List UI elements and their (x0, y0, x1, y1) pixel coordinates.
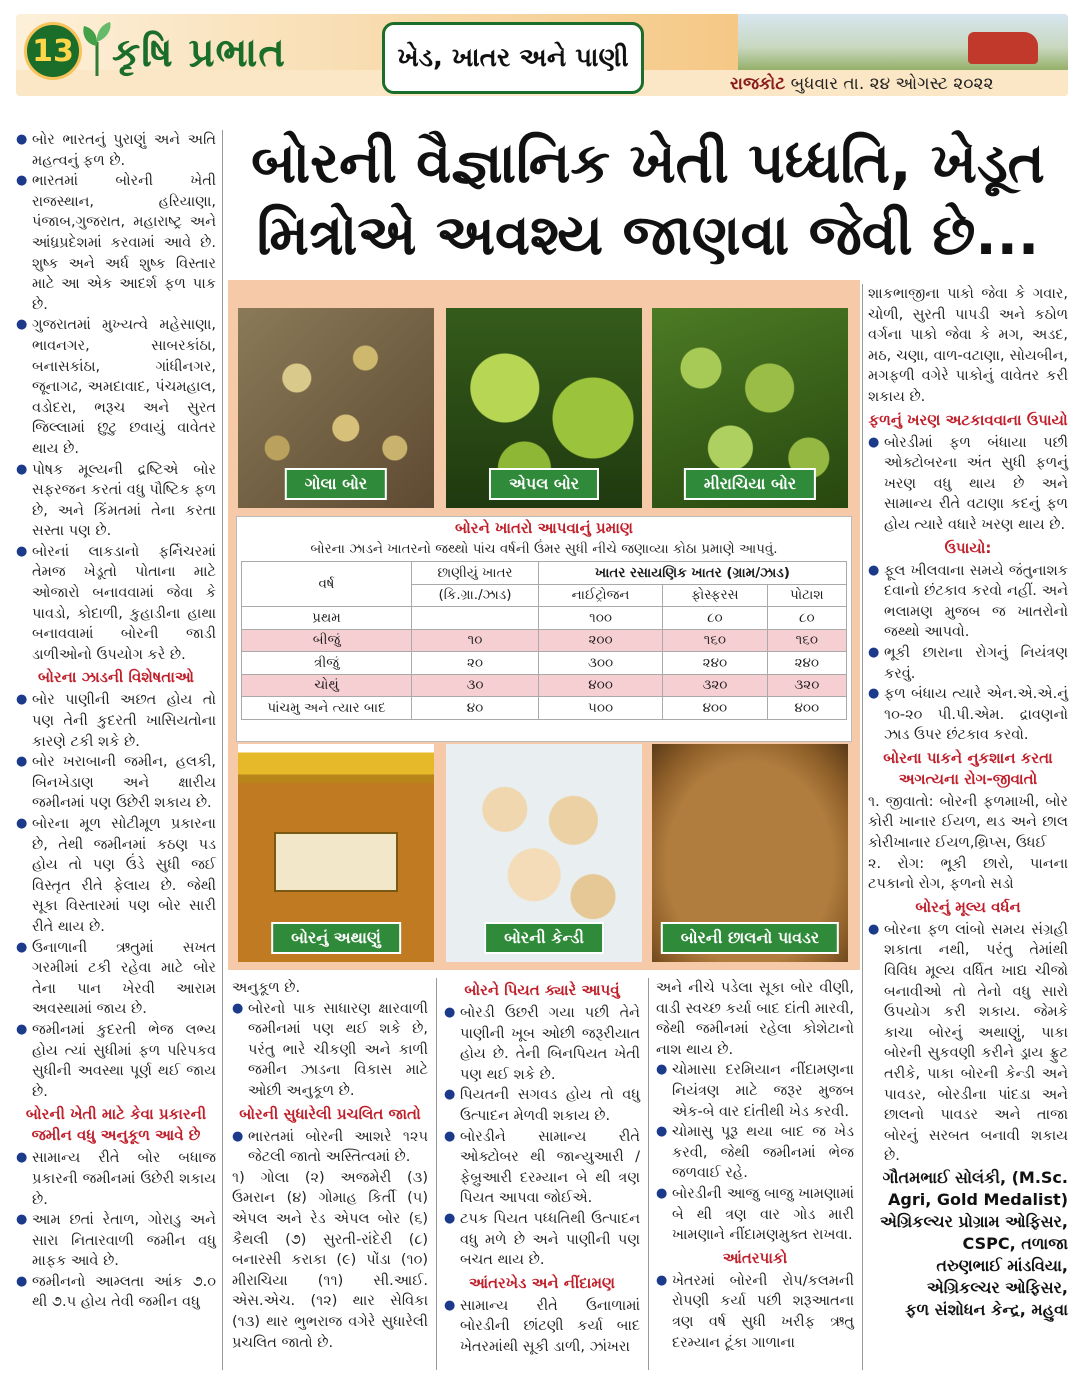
col1-para: ● બોર ખરાબાની જમીન, હલકી, બિનખેડાણ અને ક્ષારીય જમીનમાં પણ ઉછેરી શકાય છે. (16, 752, 216, 814)
page-number: 13 (24, 22, 82, 80)
table-cell: ૪૦૦ (767, 697, 846, 720)
fertilizer-table (241, 561, 847, 720)
col2-subheading: બોરની સુધારેલી પ્રચલિત જાતો (239, 1104, 421, 1123)
photo-mirachiya-bor (652, 308, 848, 508)
column-divider (648, 978, 649, 1370)
table-cell: ૪૦૦ (538, 674, 662, 697)
photo-caption: મીરાચિયા બોર (684, 468, 816, 500)
table-cell: ૨૪૦ (663, 652, 767, 675)
table-cell: ૮૦ (663, 607, 767, 630)
col1-para: ● બોર ભારતનું પુરાણું અને અતિ મહત્વનું ફળ છે. (16, 130, 216, 171)
photo-apple-bor (446, 308, 642, 508)
col3-para: ● પિયતની સગવડ હોય તો વધુ ઉત્પાદન મેળવી શકાય છે. (444, 1085, 640, 1126)
table-cell: બીજું (242, 629, 412, 652)
fertilizer-table-box (236, 516, 852, 742)
right-para: શાકભાજીના પાકો જેવા કે ગવાર, ચોળી, સુરતી પાપડી અને કઠોળ વર્ગના પાકો જેવા કે મગ, અડદ, મઠ, ચણા, વાળ-વટાણા, સોયબીન, મગફળી વગેરે પાકોનું વાવેતર કરી શકાય છે. (868, 286, 1068, 405)
col1-para: ● સામાન્ય રીતે બોર બધાજ પ્રકારની જમીનમાં ઉછેરી શકાય છે. (16, 1148, 216, 1210)
right-subheading: ઉપાયો: (944, 538, 992, 557)
byline: ગૌતમભાઈ સોલંકી, (M.Sc. Agri, Gold Medalist) (882, 1167, 1068, 1209)
col1-para: ● જમીનમાં કુદરતી ભેજ લભ્ય હોય ત્યાં સુધીમાં ફળ પરિપકવ સુધીની અવસ્થા પૂર્ણ થઈ જાય છે. (16, 1020, 216, 1102)
table-cell: ૪૦ (412, 697, 539, 720)
col1-para: ● બોરના મૂળ સોટીમૂળ પ્રકારના છે, તેથી જમીનમાં કઠણ પડ હોય તો પણ ઉંડે સુધી જઈ વિસ્તૃત રીતે ફેલાય છે. જેથી સૂકા વિસ્તારમાં પણ બોર સારી રીતે થાય છે. (16, 814, 216, 938)
photo-bark-powder (652, 744, 848, 962)
table-cell: ૧૦ (412, 629, 539, 652)
col1-para: ● આમ છતાં રેતાળ, ગોરાડુ અને સારા નિતારવાળી જમીન વધુ માફક આવે છે. (16, 1210, 216, 1272)
column-right (868, 284, 1068, 1321)
table-header: ખાતર રસાયણિક ખાતર (ગ્રામ/ઝાડ) (538, 562, 846, 585)
headline-line-1: બોરની વૈજ્ઞાનિક ખેતી પધ્ધતિ, ખેડૂત (251, 131, 1045, 196)
dateline-city: રાજકોટ (730, 74, 786, 94)
col3-para: ● ટપક પિયત પધ્ધતિથી ઉત્પાદન વધુ મળે છે અને પાણીની પણ બચત થાય છે. (444, 1209, 640, 1271)
right-subheading: બોરનું મૂલ્ય વર્ધન (915, 897, 1021, 916)
table-subtitle: બોરના ઝાડને ખાતરનો જથ્થો પાંચ વર્ષની ઉંમર સુધી નીચે જણાવ્યા કોઠા પ્રમાણે આપવું. (310, 541, 778, 557)
col2-para: ● બોરનો પાક સાધારણ ક્ષારવાળી જમીનમાં પણ થઈ શકે છે, પરંતુ ભારે ચીકણી અને કાળી જમીન ઝાડના વિકાસ માટે ઓછી અનુકૂળ છે. (232, 999, 428, 1102)
table-cell: ૩૦ (412, 674, 539, 697)
table-row (242, 607, 847, 630)
table-title: બોરને ખાતરો આપવાનું પ્રમાણ (455, 519, 633, 537)
col1-para: ● જમીનનો આમ્લતા આંક ૭.૦ થી ૭.૫ હોય તેવી જમીન વધુ (16, 1272, 216, 1313)
col1-para: ● ગુજરાતમાં મુખ્યત્વે મહેસાણા, ભાવનગર, સાબરકાંઠા, બનાસકાંઠા, ગાંધીનગર, જૂનાગઢ, અમદાવાદ, પંચમહાલ, વડોદરા, ભરૂચ અને સુરત જિલ્લામાં છુટુ છવાયું વાવેતર થાય છે. (16, 315, 216, 459)
photo-caption: બોરનું અથાણું (271, 922, 401, 954)
right-para: ● બોરના ફળ લાંબો સમય સંગ્રહી શકાતા નથી, પરંતુ તેમાંથી વિવિધ મૂલ્ય વર્ધિત ખાદ્ય ચીજો બનાવીઓ તો તેનો વધુ સારો ઉપયોગ કરી શકાય. જેમકે કાચા બોરનું અથાણું, પાકા બોરની સુકવણી કરીને ડ્રાય ફ્રુટ તરીકે, પાકા બોરની કેન્ડી અને પાવડર, બોરડીના પાંદડા અને છાલનો પાવડર અને તાજા બોરનું સરબત બનાવી શકાય છે. (868, 920, 1068, 1167)
column-divider (862, 284, 863, 1370)
byline: તરુણભાઈ માંડવિયા, એગ્રિકલ્ચર ઓફિસર, (926, 1255, 1068, 1297)
photo-caption: ગોલા બોર (285, 468, 387, 500)
col1-subheading: બોરના ઝાડની વિશેષતાઓ (38, 668, 194, 687)
table-cell: ૨૪૦ (767, 652, 846, 675)
table-cell: ત્રીજું (242, 652, 412, 675)
table-cell: ચોથું (242, 674, 412, 697)
photo-gola-bor (238, 308, 434, 508)
dateline (730, 74, 993, 94)
col4-para: ● બોરડીની આજુ બાજુ ખામણામાં બે થી ત્રણ વાર ગોડ મારી ખામણાને નીંદામણમુક્ત રાખવા. (656, 1184, 854, 1246)
table-cell: ૨૦ (412, 652, 539, 675)
byline: એગ્રિકલ્ચર પ્રોગ્રામ ઓફિસર, CSPC, તળાજા (880, 1211, 1068, 1253)
col3-para: ● સામાન્ય રીતે ઉનાળામાં બોરડીની છાંટણી કર્યા બાદ ખેતરમાંથી સૂકી ડાળી, ઝાંખરા (444, 1296, 640, 1358)
table-cell: પાંચમુ અને ત્યાર બાદ (242, 697, 412, 720)
table-cell: ૧૦૦ (538, 607, 662, 630)
photo-bor-candy (446, 744, 642, 962)
photo-caption: એપલ બોર (489, 468, 599, 500)
table-header: નાઈટ્રોજન (538, 584, 662, 607)
col1-para: ● બોરનાં લાકડાનો ફર્નિચરમાં તેમજ ખેડૂતો પોતાના માટે ઓજારો બનાવવામાં જેવા કે પાવડો, કોદાળી, કુહાડીના હાથા બનાવવામાં બોરની જાડી ડાળીઓનો ઉપયોગ કરે છે. (16, 542, 216, 666)
table-row (242, 652, 847, 675)
column-2 (232, 978, 428, 1353)
table-header: (કિ.ગ્રા./ઝાડ) (412, 584, 539, 607)
right-subheading: ફળનું ખરણ અટકાવવાના ઉપાયો (868, 410, 1068, 429)
table-header: છાણીયું ખાતર (412, 562, 539, 585)
table-row (242, 674, 847, 697)
table-cell: ૧૬૦ (663, 629, 767, 652)
table-cell: ૫૦૦ (538, 697, 662, 720)
brand-title: કૃષિ પ્રભાત (112, 30, 286, 76)
photo-bor-pickle (238, 744, 434, 962)
sprout-icon (80, 20, 114, 76)
col3-para: ● બોરડીને સામાન્ય રીતે ઓક્ટોબર થી જાન્યુઆરી / ફેબ્રુઆરી દરમ્યાન બે થી ત્રણ પિયત આપવા જોઈએ. (444, 1127, 640, 1209)
table-header: પોટાશ (767, 584, 846, 607)
table-header: ફોસ્ફરસ (663, 584, 767, 607)
col3-subheading: આંતરખેડ અને નીંદામણ (469, 1273, 615, 1292)
column-4 (656, 978, 854, 1353)
pickle-jar-label (274, 832, 398, 892)
column-divider (222, 130, 223, 1370)
right-para: ● બોરડીમાં ફળ બંધાયા પછી ઓક્ટોબરના અંત સુધી ફળનું ખરણ વધુ થાય છે અને સામાન્ય રીતે વટાણા કદનું ફળ હોય ત્યારે વધારે ખરણ થાય છે. (868, 433, 1068, 536)
column-3 (444, 978, 640, 1358)
right-subheading: બોરના પાકને નુકશાન કરતા અગત્યના રોગ-જીવાતો (883, 748, 1053, 788)
right-para: ● ફૂલ ખીલવાના સમયે જંતુનાશક દવાનો છંટકાવ કરવો નહીં. અને ભલામણ મુજબ જ ખાતરોનો જથ્થો આપવો. (868, 561, 1068, 643)
col4-para: ● ખેતરમાં બોરની રોપ/કલમની રોપણી કર્યા પછી શરૂઆતના ત્રણ વર્ષ સુધી ખરીફ ઋતુ દરમ્યાન ટૂંકા ગાળાના (656, 1271, 854, 1353)
right-para: ૨. રોગ: ભૂકી છારો, પાનના ટપકાનો રોગ, ફળનો સડો (868, 855, 1068, 893)
table-cell: ૧૬૦ (767, 629, 846, 652)
headline (228, 128, 1068, 272)
col2-para: ૧) ગોલા (૨) અજમેરી (૩) ઉમરાન (૪) ગોમાહ કિર્તી (૫) એપલ અને રેડ એપલ બોર (૬) કૈથલી (૭) સુરતી-રાંદેરી (૮) બનારસી કરાકા (૯) પોંડા (૧૦) મીરાચિયા (૧૧) સી.આઈ. એસ.એચ. (૧૨) થાર સેવિકા (૧૩) થાર ભુભરાજ વગેરે સુધારેલી પ્રચલિત જાતો છે. (232, 1169, 428, 1351)
table-cell: ૮૦ (767, 607, 846, 630)
col1-para: ● ઉનાળાની ઋતુમાં સખત ગરમીમાં ટકી રહેવા માટે બોર તેના પાન ખેરવી આરામ અવસ્થામાં જાય છે. (16, 938, 216, 1020)
table-row (242, 629, 847, 652)
table-cell: ૩૨૦ (663, 674, 767, 697)
col1-para: ● ભારતમાં બોરની ખેતી રાજસ્થાન, હરિયાણા, પંજાબ,ગુજરાત, મહારાષ્ટ્ર અને આંધ્રપ્રદેશમાં કરવામાં આવે છે. શુષ્ક અને અર્ધ શુષ્ક વિસ્તાર માટે આ એક આદર્શ ફળ પાક છે. (16, 171, 216, 315)
photo-caption: બોરની છાલનો પાવડર (661, 922, 839, 954)
byline: ફળ સંશોધન કેન્દ્ર, મહુવા (905, 1299, 1068, 1319)
right-para: ૧. જીવાતો: બોરની ફળમાખી, બોર કોરી ખાનાર ઈયળ, થડ અને છાલ કોરીખાનાર ઈયળ,થ્રિપ્સ, ઉધઈ (868, 793, 1068, 852)
col2-para: ● ભારતમાં બોરની આશરે ૧૨૫ જેટલી જાતો અસ્તિત્વમાં છે. (232, 1127, 428, 1168)
table-cell (412, 607, 539, 630)
table-cell: પ્રથમ (242, 607, 412, 630)
column-1 (16, 130, 216, 1313)
column-divider (436, 978, 437, 1370)
harvester-icon (968, 32, 1038, 64)
table-cell: ૩૨૦ (767, 674, 846, 697)
section-title: ખેડ, ખાતર અને પાણી (382, 22, 644, 94)
dateline-date: બુધવાર તા. ૨૪ ઓગસ્ટ ૨૦૨૨ (790, 74, 994, 94)
col4-subheading: આંતરપાકો (722, 1248, 788, 1267)
headline-line-2: મિત્રોએ અવશ્ય જાણવા જેવી છે... (256, 203, 1040, 268)
right-para: ● ભૂકી છારાના રોગનું નિયંત્રણ કરવું. (868, 643, 1068, 684)
table-cell: ૩૦૦ (538, 652, 662, 675)
col1-subheading: બોરની ખેતી માટે કેવા પ્રકારની જમીન વધુ અનુકૂળ આવે છે (25, 1105, 207, 1145)
table-cell: ૨૦૦ (538, 629, 662, 652)
col4-para: ● ચોમાસુ પૂરૂ થયા બાદ જ ખેડ કરવી, જેથી જમીનમાં ભેજ જળવાઈ રહે. (656, 1122, 854, 1184)
table-header: વર્ષ (242, 562, 412, 607)
col2-para: અનુકૂળ છે. (232, 980, 301, 996)
col3-subheading: બોરને પિયત ક્યારે આપવું (464, 981, 620, 999)
table-cell: ૪૦૦ (663, 697, 767, 720)
col1-para: ● પોષક મૂલ્યની દ્રષ્ટિએ બોર સફરજન કરતાં વધુ પૌષ્ટિક ફળ છે, અને કિંમતમાં તેના કરતા સસ્તા પણ છે. (16, 460, 216, 542)
right-para: ● ફળ બંધાય ત્યારે એન.એ.એ.નું ૧૦-૨૦ પી.પી.એમ. દ્રાવણનો ઝાડ ઉપર છંટકાવ કરવો. (868, 684, 1068, 746)
col4-para: ● ચોમાસા દરમિયાન નીંદામણના નિયંત્રણ માટે જરૂર મુજબ એક-બે વાર દાંતીથી ખેડ કરવી. (656, 1060, 854, 1122)
table-row (242, 697, 847, 720)
col3-para: ● બોરડી ઉછરી ગયા પછી તેને પાણીની ખૂબ ઓછી જરૂરીયાત હોય છે. તેની બિનપિયત ખેતી પણ થઈ શકે છે. (444, 1003, 640, 1085)
col1-para: ● બોર પાણીની અછત હોય તો પણ તેની કુદરતી ખાસિયતોના કારણે ટકી શકે છે. (16, 690, 216, 752)
col4-para: અને નીચે પડેલા સૂકા બોર વીણી, વાડી સ્વચ્છ કર્યા બાદ દાંતી મારવી, જેથી જમીનમાં રહેલા કોશેટાનો નાશ થાય છે. (656, 980, 854, 1058)
photo-caption: બોરની કેન્ડી (484, 922, 604, 954)
masthead (0, 0, 1080, 100)
